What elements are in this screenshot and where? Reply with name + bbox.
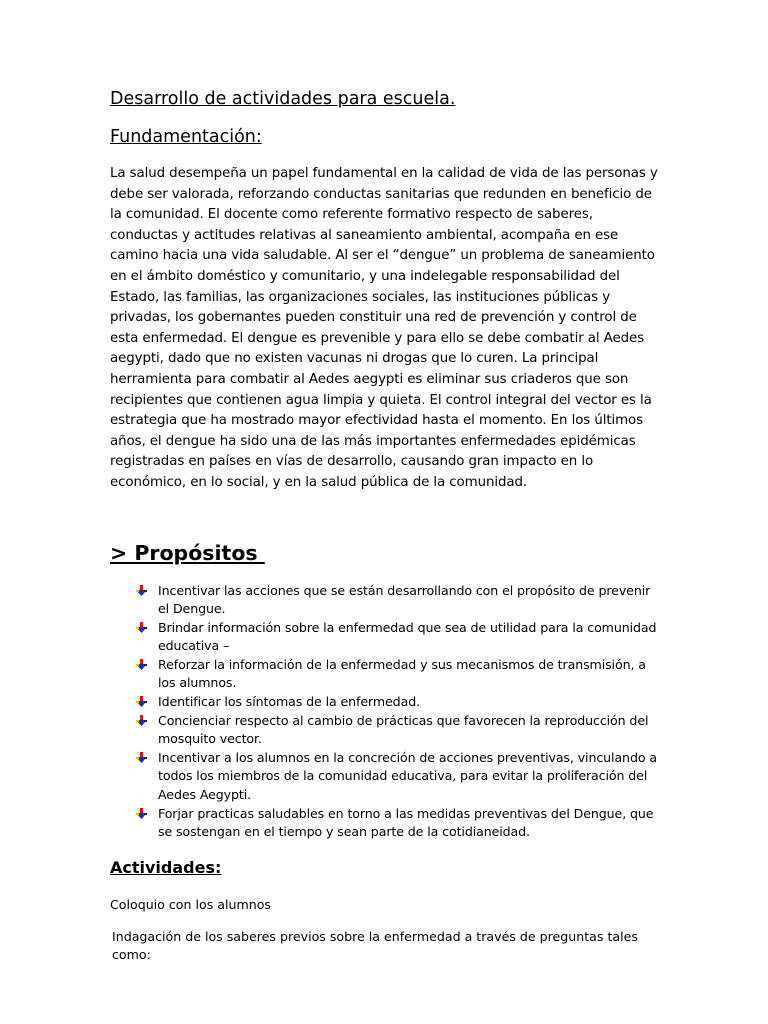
list-item-text: Concienciar respecto al cambio de prácticas que favorecen la reproducción del mosquito vector.: [158, 712, 649, 747]
document-title: Desarrollo de actividades para escuela.: [110, 89, 456, 109]
actividades-line-2: Indagación de los saberes previos sobre la enfermedad a través de preguntas tales como:: [112, 928, 638, 962]
arrow-bullet-icon: [136, 585, 147, 596]
list-item: [110, 712, 658, 749]
list-item: [110, 582, 658, 619]
list-item-text: Identificar los síntomas de la enfermedad.: [158, 694, 420, 710]
propositos-heading: > Propósitos: [110, 540, 265, 565]
list-item: [110, 805, 658, 842]
propositos-list: [110, 582, 658, 842]
arrow-bullet-icon: [136, 808, 147, 819]
list-item: [110, 749, 658, 805]
list-item-text: Reforzar la información de la enfermedad y sus mecanismos de transmisión, a los alumnos.: [158, 656, 646, 691]
arrow-bullet-icon: [136, 715, 147, 726]
list-item: [110, 619, 658, 656]
list-item: [110, 693, 658, 712]
actividades-line-1: Coloquio con los alumnos: [110, 896, 271, 912]
arrow-bullet-icon: [136, 622, 147, 633]
list-item-text: Incentivar a los alumnos en la concreción de acciones preventivas, vinculando a todos los miembros de la comunidad educativa, para evitar la proliferación del Aedes Aegypti.: [158, 749, 657, 803]
document-page: [110, 86, 658, 964]
actividades-heading: Actividades:: [110, 857, 222, 877]
list-item-text: Forjar practicas saludables en torno a las medidas preventivas del Dengue, que se sostengan en el tiempo y sean parte de la cotidianeidad.: [158, 805, 654, 840]
list-item: [110, 656, 658, 693]
fundamentacion-heading: Fundamentación:: [110, 127, 262, 147]
list-item-text: Brindar información sobre la enfermedad que sea de utilidad para la comunidad educativa –: [158, 619, 657, 654]
arrow-bullet-icon: [136, 752, 147, 763]
fundamentacion-paragraph: La salud desempeña un papel fundamental en la calidad de vida de las personas y debe ser valorada, reforzando conductas sanitarias que redunden en beneficio de la comunidad. El docente como referente formativo respecto de saberes, conductas y actitudes relativas al saneamiento ambiental, acompaña en ese camino hacia una vida saludable. Al ser el “dengue” un problema de saneamiento en el ámbito doméstico y comunitario, y una indelegable responsabilidad del Estado, las familias, las organizaciones sociales, las instituciones públicas y privadas, los gobernantes pueden constituir una red de prevención y control de esta enfermedad. El dengue es prevenible y para ello se debe combatir al Aedes aegypti, dado que no existen vacunas ni drogas que lo curen. La principal herramienta para combatir al Aedes aegypti es eliminar sus criaderos que son recipientes que contienen agua limpia y quieta. El control integral del vector es la estrategia que ha mostrado mayor efectividad hasta el momento. En los últimos años, el dengue ha sido una de las más importantes enfermedades epidémicas registradas en países en vías de desarrollo, causando gran impacto en lo económico, en lo social, y en la salud pública de la comunidad.: [110, 166, 658, 490]
arrow-bullet-icon: [136, 659, 147, 670]
arrow-bullet-icon: [136, 696, 147, 707]
list-item-text: Incentivar las acciones que se están desarrollando con el propósito de prevenir el Dengue.: [158, 582, 651, 617]
